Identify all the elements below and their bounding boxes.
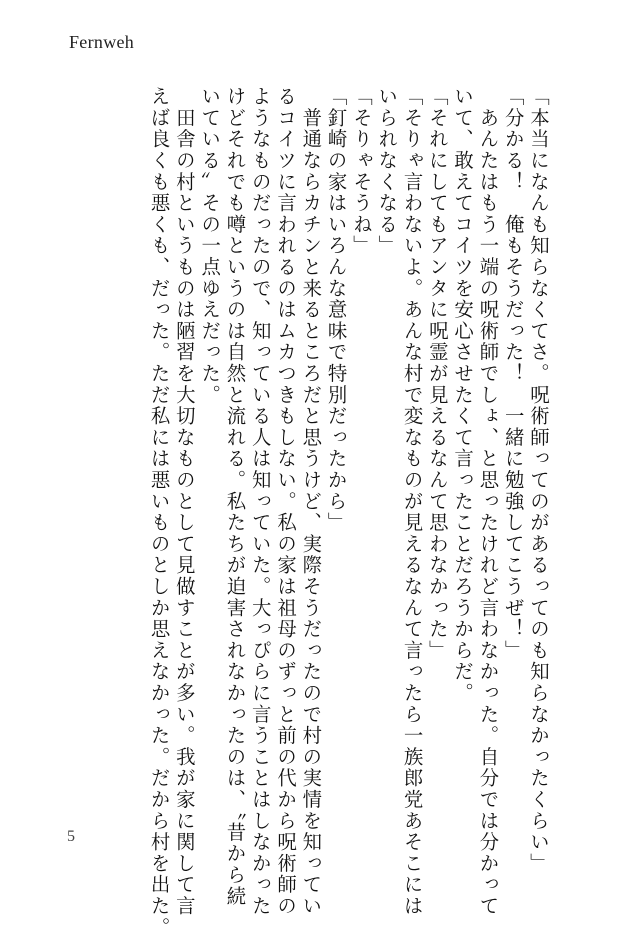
vertical-text-body bbox=[146, 86, 551, 938]
text-line: いられなくなる」 bbox=[375, 86, 399, 257]
text-line: 「そりゃ言わないよ。あんな村で変なものが見えるなんて言ったら一族郎党あそこには bbox=[400, 86, 424, 917]
text-line: 「釘崎の家はいろんな意味で特別だったから」 bbox=[324, 86, 348, 534]
text-line: あんたはもう一端の呪術師でしょ、と思ったけれど言わなかった。自分では分かって bbox=[476, 86, 500, 917]
text-line: いて、敢えてコイツを安心させたくて言ったことだろうからだ。 bbox=[451, 86, 475, 704]
text-line: えば良くも悪くも、だった。ただ私には悪いものとしか思えなかった。だから村を出た。 bbox=[147, 86, 171, 938]
text-line: 田舎の村というものは陋習を大切なものとして見做すことが多い。我が家に関して言 bbox=[172, 86, 196, 917]
text-line: 「分かる！ 俺もそうだった！ 一緒に勉強してこうぜ！」 bbox=[501, 86, 525, 662]
text-line: るコイツに言われるのはムカつきもしない。私の家は祖母のずっと前の代から呪術師の bbox=[274, 86, 298, 917]
text-line: ようなものだったので、知っている人は知っていた。大っぴらに言うことはしなかった bbox=[248, 86, 272, 917]
page-number: 5 bbox=[67, 828, 75, 845]
text-line: けどそれでも噂というのは自然と流れる。私たちが迫害されなかったのは、〝昔から続 bbox=[223, 86, 247, 907]
text-line: 「それにしてもアンタに呪霊が見えるなんて思わなかった」 bbox=[425, 86, 449, 662]
text-line: 「本当になんも知らなくてさ。呪術師ってのがあるってのも知らなかったくらい」 bbox=[527, 86, 550, 875]
text-line: 「そりゃそうね」 bbox=[349, 86, 373, 257]
running-header: Fernweh bbox=[69, 32, 135, 52]
text-line: 普通ならカチンと来るところだと思うけど、実際そうだったので村の実情を知ってい bbox=[299, 86, 323, 917]
text-line: いている〟その一点ゆえだった。 bbox=[198, 86, 222, 406]
